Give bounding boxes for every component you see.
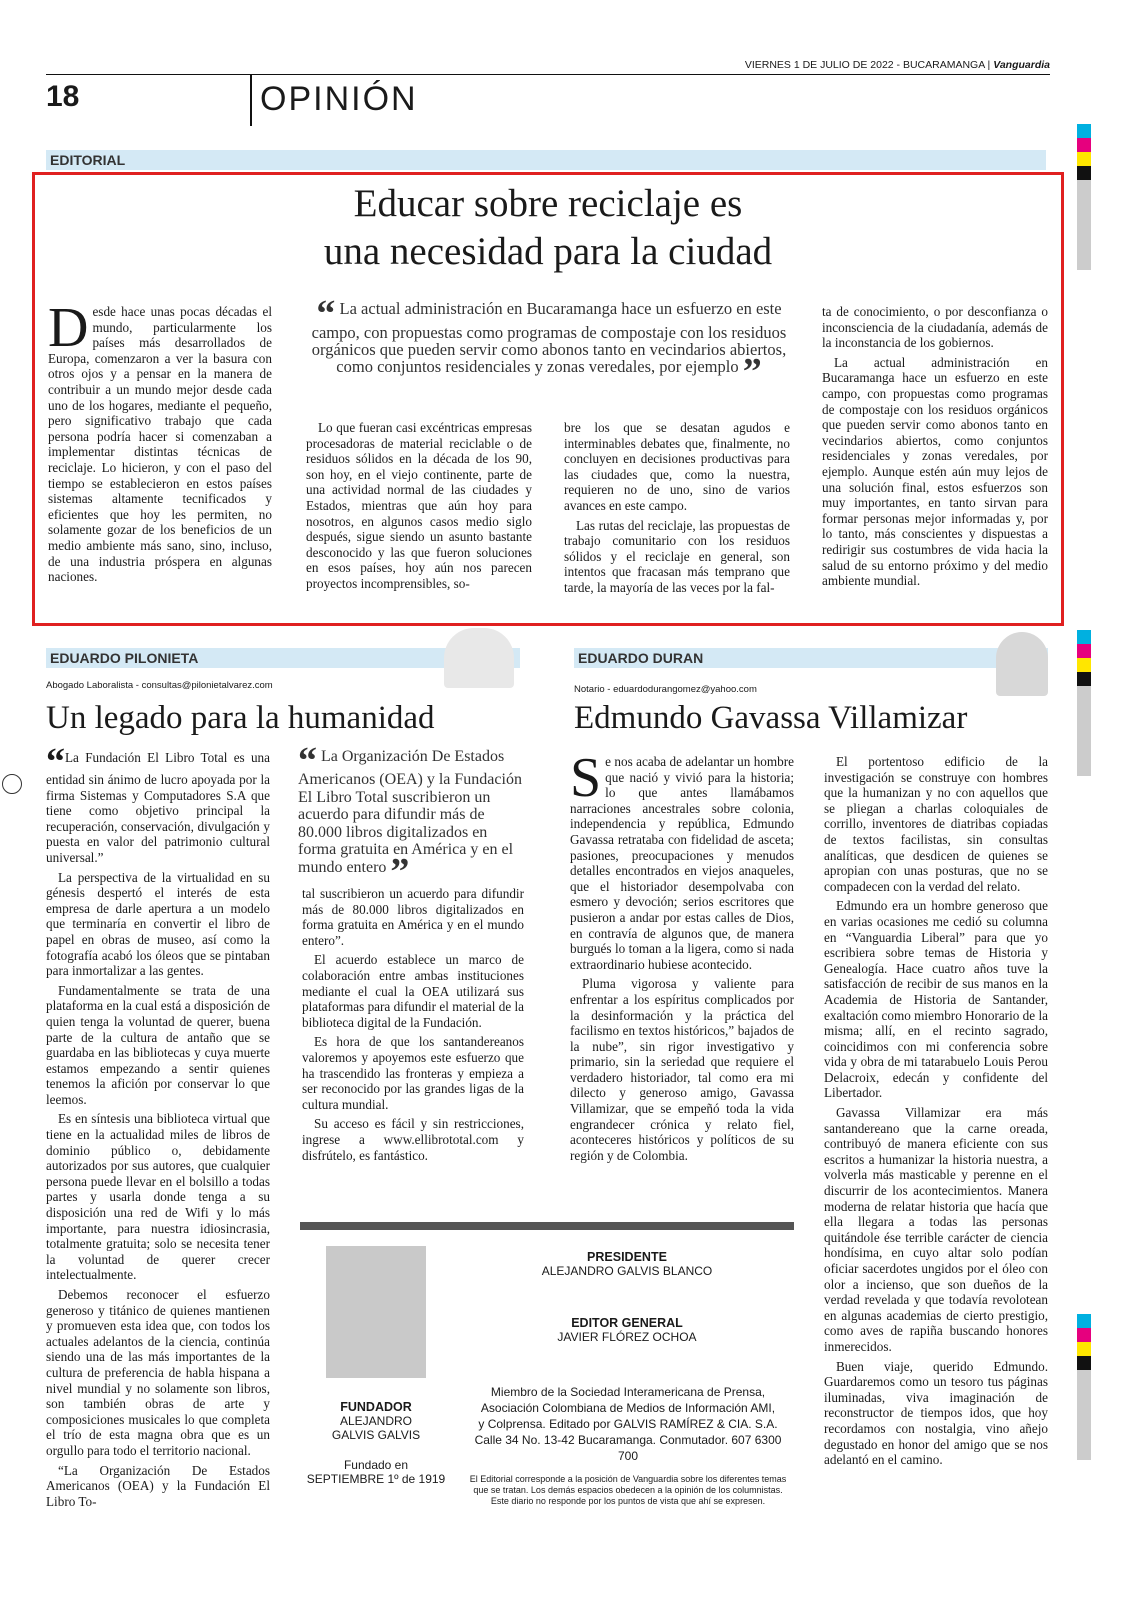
founder-photo	[326, 1246, 426, 1378]
dropcap: D	[48, 297, 89, 359]
editorial-label-bar: EDITORIAL	[46, 150, 1046, 170]
membership-block: Miembro de la Sociedad Interamericana de Prensa, Asociación Colombiana de Medios de Información AMI, y Colprensa. Editado por GALVIS RAMÍREZ & CIA. S.A. Calle 34 No. 13-42 Bucaramanga. Conmutador. 607 6300 700	[474, 1385, 782, 1463]
color-marks-mid	[1077, 630, 1091, 776]
byline-left: Abogado Laboralista - consultas@pilonietalvarez.com	[46, 680, 273, 691]
header-divider	[250, 74, 252, 126]
author-bar-left: EDUARDO PILONIETA	[46, 648, 520, 668]
brand-logo: Vanguardia	[993, 59, 1050, 71]
section-title: OPINIÓN	[260, 80, 418, 118]
disclaimer: El Editorial corresponde a la posición de Vanguardia sobre los diferentes temas que se tratan. Los demás espacios obedecen a la opinión de los columnistas. Este diario no responde por los puntos de vista que ahí se expresen.	[469, 1474, 787, 1506]
editor-block: EDITOR GENERAL JAVIER FLÓREZ OCHOA	[557, 1316, 697, 1344]
article-right-column-2: El portentoso edificio de la investigación se construye con hombres que la humanizan y no con aquellos que se pliegan a charlas coloquiales de corrillo, inventores de diatribas copiadas de textos facilistas, sin consultas analíticas, que desdicen de quienes se apropian con unas posturas, que no se compadecen con la verdad del relato. Edmundo era un hombre generoso que en varias ocasiones me cedió su columna en “Vanguardia Liberal” para que yo escribiera sobre temas de Historia y Genealogía. Hace cuatro años tuve la satisfacción de recibir de sus manos en la Academia de Historia de Santander, exaltación como miembro Honorario de la misma; allí, en el recinto sagrado, coincidimos con mi conferencia sobre vida y obra de mi tatarabuelo Louis Perou Delacroix, edecán y confidente del Libertador. Gavassa Villamizar era más santandereano que la carne oreada, contribuyó de manera eficiente con sus escritos a humanizar la historia nuestra, a volverla más masticable y perenne en el discurrir de los acontecimientos. Manera moderna de relatar historia que hacía que ella llegara a todas las personas quitándole ése terrible carácter de ciencia hondísima, en cuyo altar solo podían oficiar sacerdotes ungidos por el óleo con olor a incienso, que son dueños de la verdad revelada y que todavía revolotean en algunas academias de cierto prestigio, como aves de rapiña buscando honores inmerecidos. Buen viaje, querido Edmundo. Guardaremos como un tesoro tus páginas iluminadas, viva imaginación de reconstructor de tiempos idos, que hoy recordamos con nostalgia, vino añejo degustado en honor del amigo que se nos adelantó en el camino.	[824, 754, 1048, 1468]
article-title-right: Edmundo Gavassa Villamizar	[574, 700, 968, 736]
editorial-column-3: bre los que se desatan agudos e interminables debates que, finalmente, no concluyen en decisiones productivas para las ciudades que, como la nuestra, requieren no de uno, sino de varios avances en este campo. Las rutas del reciclaje, las propuestas de trabajo comunitario con los residuos sólidos y el reciclaje en general, son intentos que fracasan más temprano que tarde, la mayoría de las veces por la fal-	[564, 420, 790, 595]
masthead-separator	[300, 1222, 794, 1230]
editorial-column-2: Lo que fueran casi excéntricas empresas procesadoras de material reciclable o de residuos sólidos en la década de los 90, son hoy, en el viejo continente, parte de una actividad normal de las ciudades y Estados, mientras que aún hoy para nosotros, en algunos casos medio siglo después, sigue siendo un asunto bastante desconocido y las que fueron soluciones en esos países, hoy aún nos parecen proyectos incomprensibles, so-	[306, 420, 532, 591]
editorial-column-4: ta de conocimiento, o por desconfianza o inconsciencia de la ciudadanía, además de la inconstancia de los gobiernos. La actual administración en Bucaramanga hace un esfuerzo en este campo, con propuestas como programas de compostaje con los residuos orgánicos que pueden servir como abonos tanto en vecindarios abiertos, como conjuntos residenciales y zonas veredales, por ejemplo. Aunque estén aún muy lejos de una solución final, estos esfuerzos son muy importantes, en tanto sirvan para formar personas mejor informadas y, por lo tanto, más conscientes y dispuestas a redirigir sus costumbres de vida hacia la salud de su entorno próximo y del medio ambiente mundial.	[822, 304, 1048, 589]
author-photo-left	[444, 628, 514, 688]
editorial-title: Educar sobre reciclaje es una necesidad para la ciudad	[323, 182, 773, 273]
article-right-column-1: Se nos acaba de adelantar un hombre que nació y vivió para la historia; lo que antes llamábamos narraciones ancestrales sobre colonia, independencia y república, Edmundo Gavassa retrataba con fidelidad de asceta; pasiones, preocupaciones y menudos detalles encontrados en viejos anaqueles, que el historiador desempolvaba con esmero y devoción; serios escritores que pusieron a andar por estas calles de Dios, en contravía de algunos que, de manera burgués lo toman a la ligera, como si nada extraordinario hubiese acontecido. Pluma vigorosa y valiente para enfrentar a los espíritus complicados por la desinformación y la práctica del facilismo en textos históricos,” bajados de la nube”, sin rigor investigativo y primario, sin la seriedad que requiere el verdadero historiador, tal como era mi dilecto y generoso amigo, Gavassa Villamizar, que se empeñó toda la vida engrandecer crónica y relato fiel, aconteceres históricos y políticos de su región y de Colombia.	[570, 747, 794, 1163]
header-rule	[46, 74, 1050, 75]
president-block: PRESIDENTE ALEJANDRO GALVIS BLANCO	[541, 1250, 713, 1278]
article-left-pull-quote: “ La Organización De Estados Americanos (OEA) y la Fundación El Libro Total suscribieron un acuerdo para difundir más de 80.000 libros digitalizados en forma gratuita en América y en el mundo entero ”	[298, 740, 522, 893]
registration-mark-icon	[2, 774, 22, 794]
article-left-column-2: tal suscribieron un acuerdo para difundir más de 80.000 libros digitalizados en forma gratuita en América y en el mundo entero”. El acuerdo establece un marco de colaboración entre ambas instituciones mediante el cual la OEA utilizará sus plataformas para difundir el material de la biblioteca digital de la Fundación. Es hora de que los santandereanos valoremos y apoyemos este esfuerzo que ha trascendido las fronteras y empieza a ser reconocido por las grandes ligas de la cultura mundial. Su acceso es fácil y sin restricciones, ingrese a www.ellibrototal.com y disfrútelo, es fantástico.	[302, 886, 524, 1163]
page-number: 18	[46, 80, 80, 113]
byline-right: Notario - eduardodurangomez@yahoo.com	[574, 684, 757, 695]
editorial-column-1: Desde hace unas pocas décadas el mundo, particularmente los países más desarrollados de Europa, comenzaron a ver la basura con otros ojos y a pensar en la manera de contribuir a un mundo mejor desde cada uno de los hogares, mediante el pequeño, pero significativo trabajo que cada persona podría hacer si comenzaban a implementar distintas técnicas de reciclaje. Lo hicieron, y con el paso del tiempo se establecieron en estos países sistemas altamente tecnificados y eficientes que hoy les permiten, no solamente gozar de los beneficios de un medio ambiente más sano, sino, incluso, de una industria próspera en algunas naciones.	[48, 297, 272, 585]
editorial-pull-quote: “ La actual administración en Bucaramanga hace un esfuerzo en este campo, con propuestas como programas de compostaje con los residuos orgánicos que pueden servir como abonos tanto en vecindarios abiertos, como conjuntos residenciales y zonas veredales, por ejemplo ”	[311, 293, 787, 393]
dateline: VIERNES 1 DE JULIO DE 2022 - BUCARAMANGA | Vanguardia	[744, 59, 1050, 71]
article-title-left: Un legado para la humanidad	[46, 700, 435, 736]
author-bar-right: EDUARDO DURAN	[574, 648, 1048, 668]
dropcap-right: S	[570, 747, 602, 809]
founder-block: FUNDADOR ALEJANDRO GALVIS GALVIS Fundado en SEPTIEMBRE 1º de 1919	[306, 1400, 446, 1486]
author-photo-right	[996, 632, 1048, 696]
color-marks-bottom	[1077, 1314, 1091, 1460]
article-left-column-1: “La Fundación El Libro Total es una entidad sin ánimo de lucro apoyada por la firma Sistemas y Computadores S.A que tiene como objetivo principal la recuperación, conservación, divulgación y puesta en valor del patrimonio cultural universal.” La perspectiva de la virtualidad en su génesis despertó el interés de esta empresa de darle apertura a un modelo que terminaría en convertir el libro de papel en obras de museo, así como la fotografía acabó los óleos que se pintaban para inmortalizar a las gentes. Fundamentalmente se trata de una plataforma en la cual está a disposición de quien tenga la voluntad de querer, buena parte de la cultura de antaño que se guardaba en las bibliotecas y cuya muerte estamos empezando a sentir quienes tenemos la afición por conservar lo que leemos. Es en síntesis una biblioteca virtual que tiene en la actualidad miles de libros de dominio público o, debidamente autorizados por sus autores, que cualquier persona puede llevar en el bolsillo a todas partes y usarla donde tenga a su disposición una red de Wifi y lo más importante, para nuestra idiosincrasia, totalmente gratuita; solo se necesita tener la voluntad de querer crecer intelectualmente. Debemos reconocer el esfuerzo generoso y titánico de quienes mantienen y promueven esta idea que, con todos los actuales adelantos de la ciencia, continúa siendo una de las más importantes de la cultura de preferencia de habla hispana a nivel mundial y no solamente son libros, son también obras de arte y composiciones musicales lo que completa el trío de esta magna obra que es un orgullo para todo el territorio nacional. “La Organización De Estados Americanos (OEA) y la Fundación El Libro To-	[46, 741, 270, 1509]
